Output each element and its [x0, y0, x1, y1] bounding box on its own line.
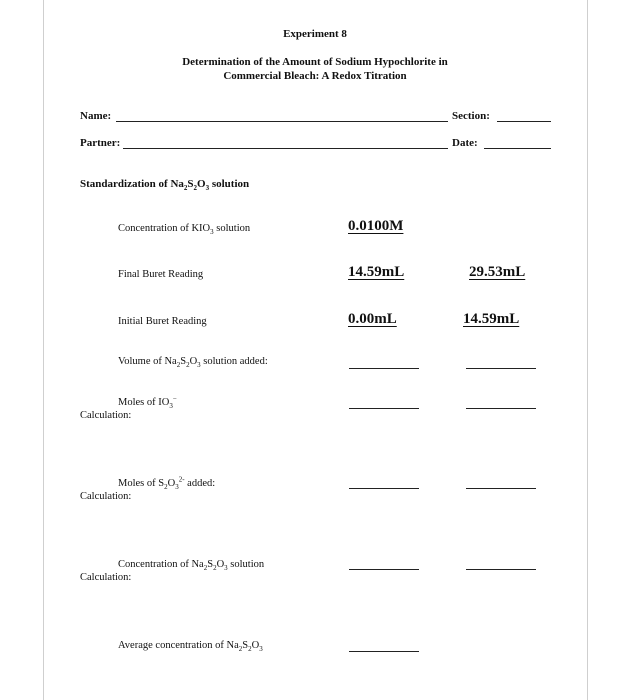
conc-trial1-blank[interactable] [349, 569, 419, 570]
section-field[interactable] [497, 121, 551, 122]
final-buret-trial1: 14.59mL [348, 264, 405, 280]
moles-s2o3-label: Moles of $S_2O_3^{2-}$ added: [118, 475, 216, 492]
volume-trial1-blank[interactable] [349, 368, 419, 369]
title-line-2: Commercial Bleach: A Redox Titration [223, 70, 407, 82]
calculation-label-1: Calculation: [80, 410, 132, 421]
kio3-concentration-value: 0.0100M [348, 218, 404, 234]
initial-buret-trial2: 14.59mL [463, 311, 520, 327]
kio3-concentration-label: Concentration of $KIO_3$ solution [118, 223, 251, 237]
calculation-label-2: Calculation: [80, 491, 132, 502]
final-buret-label: Final Buret Reading [118, 269, 204, 280]
title-line-1: Determination of the Amount of Sodium Hypochlorite in [182, 56, 448, 68]
average-conc-blank[interactable] [349, 651, 419, 652]
partner-label: Partner: [80, 137, 121, 149]
average-conc-label: Average concentration of $Na_2S_2O_3$ [118, 640, 263, 654]
moles-io3-trial1-blank[interactable] [349, 408, 419, 409]
calculation-label-3: Calculation: [80, 572, 132, 583]
partner-field[interactable] [123, 148, 448, 149]
section-heading: Standardization of $Na_2S_2O_3$ solution [80, 178, 250, 193]
moles-io3-trial2-blank[interactable] [466, 408, 536, 409]
final-buret-trial2: 29.53mL [469, 264, 526, 280]
name-field[interactable] [116, 121, 448, 122]
volume-trial2-blank[interactable] [466, 368, 536, 369]
volume-added-label: Volume of $Na_2S_2O_3$ solution added: [118, 356, 268, 370]
date-label: Date: [452, 137, 478, 149]
initial-buret-label: Initial Buret Reading [118, 316, 207, 327]
page-edge-right [587, 0, 588, 700]
moles-s2o3-trial1-blank[interactable] [349, 488, 419, 489]
name-label: Name: [80, 110, 112, 122]
conc-trial2-blank[interactable] [466, 569, 536, 570]
experiment-number: Experiment 8 [283, 28, 347, 40]
page-edge-left [43, 0, 44, 700]
initial-buret-trial1: 0.00mL [348, 311, 397, 327]
conc-na2s2o3-label: Concentration of $Na_2S_2O_3$ solution [118, 559, 265, 573]
section-label: Section: [452, 110, 490, 122]
moles-s2o3-trial2-blank[interactable] [466, 488, 536, 489]
date-field[interactable] [484, 148, 551, 149]
moles-io3-label: Moles of $IO_3^-$ [118, 394, 177, 411]
